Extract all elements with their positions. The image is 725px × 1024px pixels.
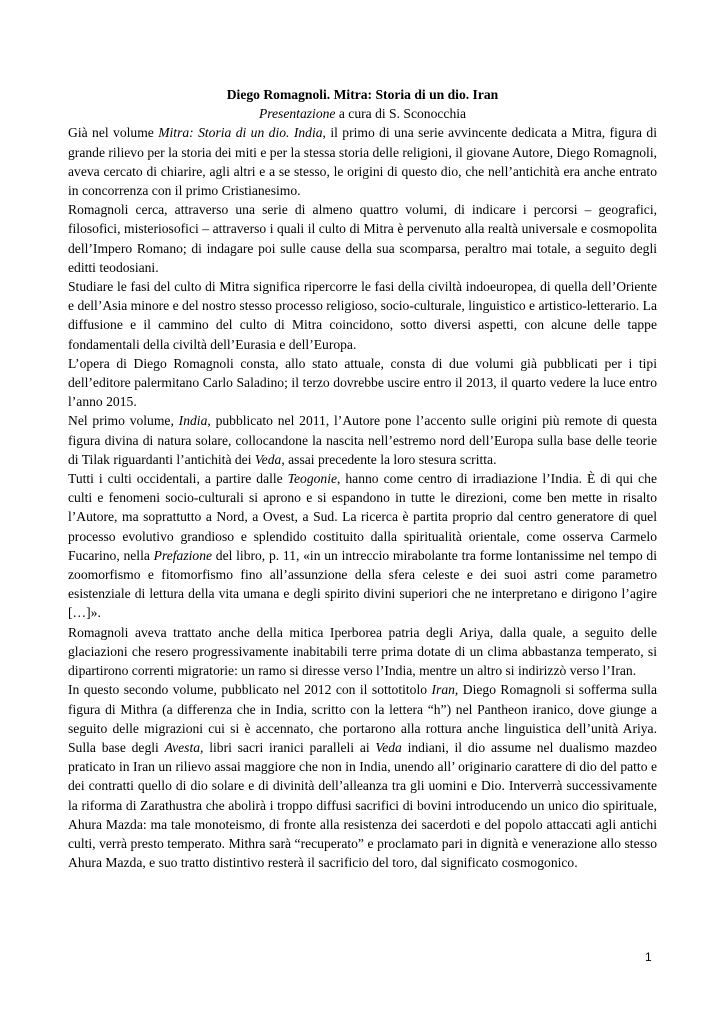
page-number: 1 <box>645 950 652 964</box>
text-run: L’opera di Diego Romagnoli consta, allo stato attuale, consta di due volumi già pubblicati per i tipi dell’editore palermitano Carlo Saladino; il terzo dovrebbe uscire entro il 2013, il quarto vedere la luce entro l’anno 2015. <box>68 355 657 410</box>
document-body <box>68 85 657 872</box>
paragraph <box>68 123 657 200</box>
text-run: , Diego Romagnoli si sofferma sulla figura di Mithra (a differenza che in India, scritto con la lettera “h”) nel Pantheon iranico, dove giunge a seguito delle migrazioni cui si è accennato, che portarono alla rottura anche linguistica dell’unità Ariya. Sulla base degli <box>68 682 657 755</box>
text-run: Tutti i culti occidentali, a partire dalle <box>68 471 288 487</box>
document-title: Diego Romagnoli. Mitra: Storia di un dio. Iran <box>226 87 499 102</box>
text-run: , il primo di una serie avvincente dedicata a Mitra, figura di grande rilievo per la storia dei miti e per la stessa storia delle religioni, il giovane Autore, Diego Romagnoli, aveva cercato di chiarire, agli altri e a se stesso, le origini di questo dio, che nell’antichità era anche entrato in concorrenza con il primo Cristianesimo. <box>68 125 657 199</box>
text-run: , pubblicato nel 2011, l’Autore pone l’accento sulle origini più remote di questa figura divina di natura solare, collocandone la nascita nell’estremo nord dell’Europa sulla base delle teorie di Tilak riguardanti l’antichità dei <box>68 413 658 467</box>
text-run: , hanno come centro di irradiazione l’India. È di qui che culti e fenomeni socio-culturali si aprono e si espandono in tutte le direzioni, come ben mette in risalto l’Autore, ma soprattutto a Nord, a Ovest, a Sud. La ricerca è partita proprio dal centro generatore di quel processo evolutivo grandioso e splendido costituito dalla spiritualità orientale, come osserva Carmelo Fucarino, nella <box>68 471 658 563</box>
text-run: del libro, p. 11, «in un intreccio mirabolante tra forme lontanissime nel tempo di zoomorfismo e fitomorfismo fino all’assunzione della sfera celeste e dei suoi astri come parametro esistenziale di lettura della vita umana e degli spirito divini superiori che ne interpretano e dirigono l’agire […]». <box>68 547 657 621</box>
text-run: , assai precedente la loro stesura scritta. <box>281 451 497 467</box>
text-run: Studiare le fasi del culto di Mitra significa ripercorre le fasi della civiltà indoeuropea, di quella dell’Oriente e dell’Asia minore e del nostro stesso processo religioso, socio-culturale, linguistico e artistico-letterario. La diffusione e il cammino del culto di Mitra coincidono, sotto diversi aspetti, con alcune delle tappe fondamentali della civiltà dell’Eurasia e dell’Europa. <box>68 279 657 352</box>
paragraph <box>68 354 657 412</box>
text-run: indiani, il dio assume nel dualismo mazdeo praticato in Iran un rilievo assai maggiore che non in India, unendo all’ originario carattere di dio del patto e dei contratti quello di dio solare e di divinità dell’alleanza tra gli uomini e Dio. Interverrà successivamente la riforma di Zarathustra che abolirà i troppo diffusi sacrifici di bovini introducendo un unico dio spirituale, Ahura Mazda: ma tale monoteismo, di fronte alla resistenza dei sacerdoti e del popolo attaccati agli antichi culti, verrà presto temperato. Mithra sarà “recuperato” e proclamato pari in dignità e venerazione allo stesso Ahura Mazda, e suo tratto distintivo resterà il sacrificio del toro, dal significato cosmogonico. <box>68 739 657 871</box>
italic-text: Teogonie <box>287 471 338 487</box>
italic-text: Veda <box>254 451 282 467</box>
text-run: libri sacri iranici paralleli ai <box>203 739 376 755</box>
text-run: Già nel volume <box>68 125 159 141</box>
italic-text: Veda <box>375 739 402 755</box>
italic-text: Iran <box>431 682 455 698</box>
paragraph <box>68 277 657 354</box>
text-run: Nel primo volume, <box>68 413 179 429</box>
paragraph-list <box>68 123 657 872</box>
italic-text: India <box>178 413 208 429</box>
text-run: Romagnoli cerca, attraverso una serie di almeno quattro volumi, di indicare i percorsi – geografici, filosofici, misteriosofici – attraverso i quali il culto di Mitra è pervenuto alla realtà universale e cosmopolita dell’Impero Romano; di indagare poi sulle cause della sua scomparsa, peraltro mai totale, a seguito degli editti teodosiani. <box>68 202 657 275</box>
paragraph <box>68 469 657 623</box>
italic-text: Mitra: Storia di un dio. India <box>158 125 323 141</box>
italic-text: Avesta, <box>164 739 204 755</box>
document-subtitle <box>68 104 657 123</box>
text-run: Romagnoli aveva trattato anche della mitica Iperborea patria degli Ariya, dalla quale, a seguito delle glaciazioni che resero progressivamente inabitabili terre prima dotate di un clima abbastanza temperato, si dipartirono correnti migratorie: un ramo si diresse verso l’India, mentre un altro si indirizzò verso l’Iran. <box>68 624 657 679</box>
text-run: In questo secondo volume, pubblicato nel 2012 con il sottotitolo <box>68 682 432 698</box>
italic-text: Prefazione <box>153 547 213 563</box>
paragraph <box>68 680 657 872</box>
paragraph <box>68 200 657 277</box>
paragraph <box>68 411 657 469</box>
paragraph <box>68 623 657 681</box>
italic-text: Presentazione <box>258 106 336 122</box>
text-run: a cura di S. Sconocchia <box>335 106 467 122</box>
